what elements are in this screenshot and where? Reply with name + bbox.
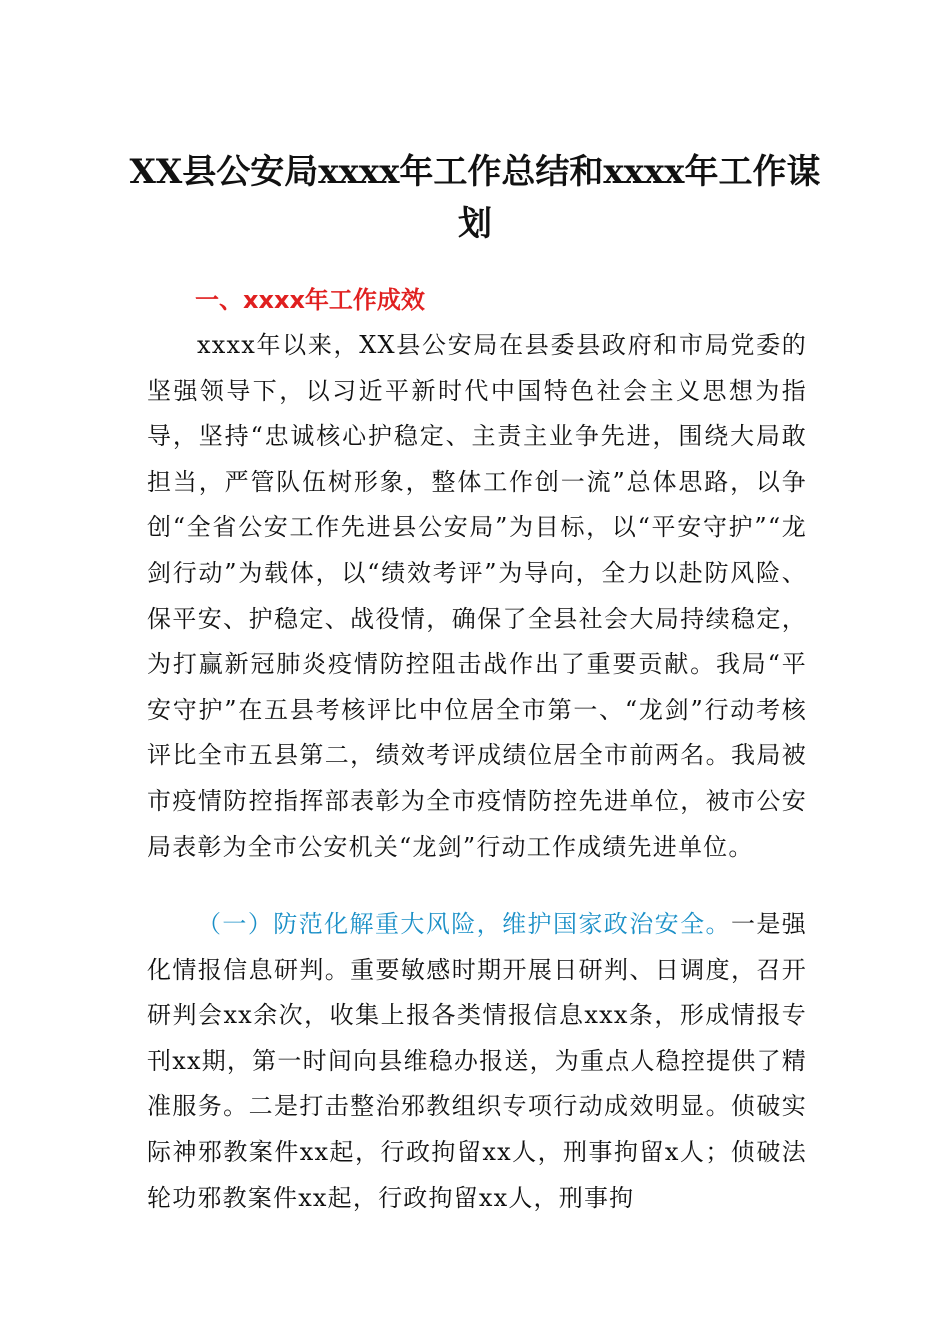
body-paragraph: xxxx年以来，XX县公安局在县委县政府和市局党委的坚强领导下，以习近平新时代中国特色社会主义思想为指导，坚持“忠诚核心护稳定、主责主业争先进，围绕大局敢担当，严管队伍树形象，整体工作创一流”总体思路，以争创“全省公安工作先进县公安局”为目标，以“平安守护”“龙剑行动”为载体，以“绩效考评”为导向，全力以赴防风险、保平安、护稳定、战役情，确保了全县社会大局持续稳定，为打赢新冠肺炎疫情防控阻击战作出了重要贡献。我局“平安守护”在五县考核评比中位居全市第一、“龙剑”行动考核评比全市五县第二，绩效考评成绩位居全市前两名。我局被市疫情防控指挥部表彰为全市疫情防控先进单位，被市公安局表彰为全市公安机关“龙剑”行动工作成绩先进单位。 [147, 331, 807, 861]
section-heading-achievements: 一、xxxx年工作成效 [195, 286, 425, 314]
body-paragraph [147, 902, 807, 1221]
body-paragraph-text: 一是强化情报信息研判。重要敏感时期开展日研判、日调度，召开研判会xx余次，收集上报各类情报信息xxx条，形成情报专刊xx期，第一时间向县维稳办报送，为重点人稳控提供了精准服务。二是打击整治邪教组织专项行动成效明显。侦破实际神邪教案件xx起，行政拘留xx人，刑事拘留x人；侦破法轮功邪教案件xx起，行政拘留xx人，刑事拘 [147, 910, 807, 1212]
subsection-heading: （一）防范化解重大风险，维护国家政治安全。 [197, 910, 731, 938]
document-title: XX县公安局xxxx年工作总结和xxxx年工作谋划 [129, 152, 821, 244]
